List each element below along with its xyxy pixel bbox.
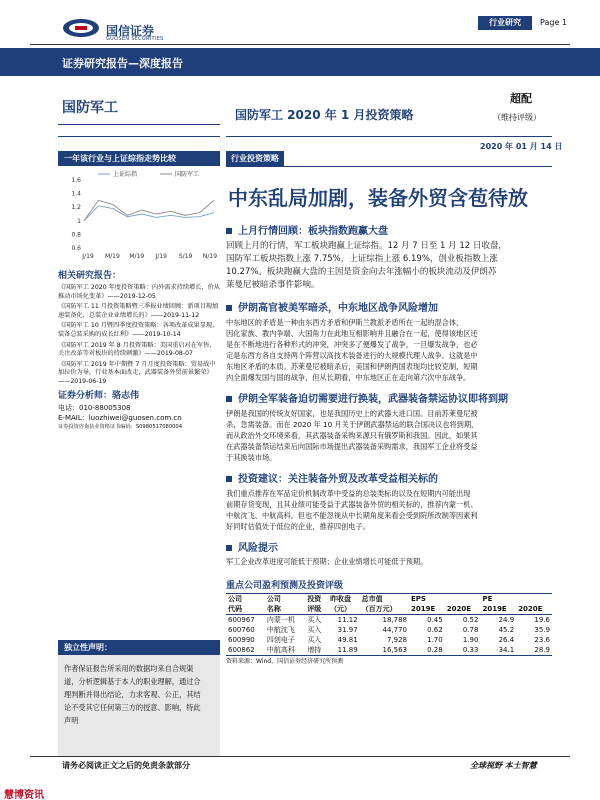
body-line: 而从政治外交环境来看，其武器装备采购来源只有俄罗斯和我国。因此，如果其 (226, 431, 478, 440)
guosen-logo-icon (62, 18, 100, 38)
section-body (226, 240, 552, 292)
bullet-icon (226, 228, 232, 234)
sector-rule (58, 124, 220, 125)
slogan: 全球视野 本土智慧 (470, 761, 537, 770)
analyst-info (58, 388, 220, 431)
analyst-name: 骆志伟 (112, 391, 140, 401)
table-cell: 49.81 (337, 636, 358, 644)
left-column-rule (58, 136, 220, 137)
analyst-email[interactable]: E-MAIL：luozhiwei@guosen.com.cn (58, 414, 182, 422)
table-cell: 7,928 (386, 636, 407, 644)
independence-title: 独立性声明： (58, 640, 220, 655)
table-cell: 24.9 (498, 616, 515, 624)
table-header-cell: EPS (410, 595, 426, 603)
chart-header: 一年该行业与上证综指走势比较 (58, 151, 220, 166)
related-report-item[interactable]: 《国防军工 2020 年度投资策略：内外需求持续增长，价从推动市场化变革》——2019-12-05 (58, 284, 220, 300)
table-cell: 35.9 (534, 626, 550, 634)
x-tick-label: J/19 (155, 253, 167, 260)
analyst-cert (58, 423, 220, 431)
body-line: 伊朗是我国的传统友好国家，也是我国历史上的武器大进口国。目前苏莱曼尼被 (226, 409, 478, 418)
independence-text (64, 662, 216, 727)
legend-label: 国防军工 (175, 171, 200, 178)
table-source: 资料来源：Wind、国信证券经济研究所预测 (226, 658, 344, 665)
logo-text: 国信证券 (106, 24, 155, 38)
table-cell: 1.90 (462, 636, 479, 644)
section-title (226, 299, 552, 314)
analyst-title (58, 388, 220, 401)
source-stamp: 慧博资讯 (4, 790, 44, 800)
y-tick-label: 1.6 (71, 177, 81, 184)
table-header-cell: 昨收盘 (330, 595, 352, 603)
section-title (226, 539, 552, 554)
table-cell: 0.28 (427, 646, 443, 654)
section-review (226, 222, 552, 292)
table-header-cell: 总市值 (361, 595, 383, 603)
table-header-cell: 2019E (482, 605, 507, 613)
tag-rule (226, 166, 552, 167)
x-tick-label: J/19 (82, 253, 94, 260)
table-cell: 28.9 (534, 646, 550, 654)
body-line: 中航沈飞、中航高科。但也不能忽视从中长期角度来看会受到院所改制等因素利 (226, 511, 478, 520)
table-cell: 600760 (228, 626, 255, 634)
table-header-cell: 2019E (410, 605, 436, 613)
table-header-cell: （元） (330, 605, 352, 613)
table-header-cell: 公司 (266, 595, 281, 603)
section-iran (226, 299, 552, 383)
body-line: 定是东西方各自支持两个阵营以高技术装备进行的大规模代理人战争。这就是中 (226, 351, 478, 360)
table-header-cell (516, 594, 552, 604)
table-header-cell: PE (482, 595, 493, 603)
body-line: 前期存货变现，且其业绩可能受益于武器装备外贸的相关标的，推荐内蒙一机、 (226, 500, 478, 509)
category-tag: 行业投资策略 (226, 151, 284, 166)
legend-label: 上证综指 (113, 171, 138, 178)
headline: 中东乱局加剧，装备外贸含苞待放 (228, 186, 528, 210)
section-title-text: 投资建议：关注装备外贸及改革受益相关标的 (238, 474, 438, 485)
bullet-icon (226, 305, 232, 311)
table-header-cell: 代码 (228, 605, 242, 613)
body-line: 莱曼尼被暗杀事件影响。 (226, 280, 320, 290)
table-row (226, 615, 552, 626)
table-cell: 44,770 (382, 626, 407, 634)
body-line: 内全面爆发国与国的战争，但从长期看，中东地区正在走向第六次中东战争。 (226, 373, 471, 382)
series-line (84, 200, 214, 220)
bullet-icon (226, 476, 232, 482)
report-type: 证券研究报告—深度报告 (62, 57, 183, 70)
section-body (226, 557, 552, 567)
date-rule (226, 136, 552, 137)
table-cell: 600967 (228, 616, 255, 624)
table-header-cell (445, 594, 481, 604)
table-cell: 19.6 (534, 616, 550, 624)
body-line: 中东地区的矛盾是一种由东西方矛盾和伊斯兰教派矛盾所在一起的混合体， (226, 318, 464, 327)
related-report-item[interactable]: 《国防军工 11 月投资策略暨三季报业绩回顾：新项目现加速装备化，总装企业业绩增长的》——2019-11-12 (58, 303, 219, 319)
related-report-item[interactable]: 《国防军工 2019 年中期暨 7 月月度投资策略：贸易战中加拉价为导，行业基本面改走，武器装备外贸前景繁荣》——2019-06-19 (58, 360, 216, 385)
table-cell: 11.12 (337, 616, 358, 624)
rating-note: （维持评级） (493, 113, 541, 122)
rating-label: 超配 (510, 92, 532, 105)
main-column (226, 222, 552, 567)
table-header-cell: 名称 (266, 605, 281, 613)
table-cell: 0.45 (427, 616, 443, 624)
report-date: 2020 年 01 月 14 日 (480, 142, 563, 151)
section-title (226, 390, 552, 405)
doc-type-label: 行业研究 (478, 16, 532, 30)
y-tick-label: 1 (77, 217, 81, 225)
table-cell: 600990 (228, 636, 255, 644)
logo-text-en: GUOSEN SECURITIES (106, 36, 164, 42)
bullet-icon (226, 545, 232, 551)
related-report-item[interactable]: 《国防军工 10 月暨四季度投资策略：各项改革成果显现，装备总装采购的成长红利》——2019-10-14 (58, 322, 219, 338)
body-line: 好同时估值处于低位的企业，推荐四创电子。 (226, 522, 370, 531)
table-cell: 买入 (307, 636, 322, 644)
industry-vs-index-chart (58, 168, 220, 263)
disclaimer-note: 请务必阅读正文之后的免责条款部分 (62, 761, 190, 770)
header-rule (30, 44, 570, 45)
table-cell: 内蒙一机 (266, 616, 295, 624)
related-reports (58, 268, 220, 387)
table-header-cell: 公司 (228, 595, 242, 603)
independence-line: 道，分析逻辑基于本人的职业理解，通过合 (64, 677, 201, 686)
y-tick-label: 1.2 (71, 204, 81, 212)
independence-line: 论不受其它任何第三方的授意、影响，特此 (64, 703, 201, 712)
sector-name: 国防军工 (62, 100, 118, 116)
table-cell: 0.52 (462, 616, 479, 624)
table-cell: 45.2 (498, 626, 515, 634)
table-cell: 四创电子 (266, 636, 295, 644)
body-line: 因化家族、教内争端、大国角力在此地互相影响并且融合在一起，使得该地区还 (226, 329, 478, 338)
section-body (226, 488, 552, 532)
cert-number: S0980517080004 (135, 424, 183, 430)
independence-line: 声明 (64, 716, 79, 725)
table-cell: 11.89 (337, 646, 358, 654)
table-cell: 23.6 (534, 636, 550, 644)
table-cell: 26.4 (498, 636, 515, 644)
independence-line: 作者保证报告所采用的数据均来自合规渠 (64, 664, 194, 673)
independence-line: 理判断并得出结论，力求客观、公正，其结 (64, 690, 201, 699)
table-header-row (226, 594, 552, 604)
related-report-item[interactable]: 《国防军工 2019 年 8 月投资策略：美国重启对在军售，关注改革等对板块的持续刺激》——2019-08-07 (58, 341, 216, 358)
bullet-icon (226, 396, 232, 402)
table-cell: 34.1 (498, 646, 515, 654)
table-bottom-rule (226, 655, 552, 656)
table-cell: 买入 (307, 626, 322, 634)
analyst-phone: 电话：010-88005308 (58, 404, 131, 412)
table-header-cell: 投资 (307, 595, 322, 603)
section-title-text: 风险提示 (238, 543, 278, 554)
analyst-title-text: 证券分析师： (58, 391, 113, 401)
table-row (226, 635, 552, 645)
table-cell: 增持 (307, 646, 322, 654)
table-row (226, 645, 552, 655)
body-line: 国防军工板块指数上涨 7.75%，上证综指上涨 6.19%，创业板指数上涨 (226, 254, 498, 264)
footer-rule (30, 756, 570, 757)
body-line: 东地区矛盾的本质。苏莱曼尼被暗杀后，美国和伊朗两国表现均比较克制，短期 (226, 362, 478, 371)
x-tick-label: S/19 (178, 253, 193, 260)
key-companies (226, 578, 552, 667)
table-cell: 买入 (307, 616, 322, 624)
x-tick-label: M/19 (104, 253, 120, 260)
body-line: 军工企业改革进度可能低于预期；企业业绩增长可能低于预期。 (226, 557, 428, 566)
section-title-text: 上月行情回顾：板块指数跑赢大盘 (238, 226, 388, 237)
table-cell: 中航沈飞 (266, 626, 295, 634)
table-header-row (226, 604, 552, 615)
y-tick-label: 1.4 (71, 190, 81, 198)
table-header-cell: （百万元） (361, 605, 397, 613)
section-risk (226, 539, 552, 567)
table-cell: 0.33 (462, 646, 479, 654)
table-header-cell: 2020E (518, 605, 543, 613)
y-tick-label: 0.6 (71, 245, 81, 252)
table-cell: 0.78 (462, 626, 479, 634)
body-line: 于其换装市场。 (226, 453, 277, 462)
x-tick-label: M/19 (129, 253, 145, 260)
x-tick-label: N/19 (202, 253, 218, 260)
section-body (226, 317, 552, 383)
table-cell: 0.62 (427, 626, 443, 634)
section-equipment (226, 390, 552, 463)
table-cell: 16,563 (382, 646, 407, 654)
table-cell: 1.70 (427, 636, 443, 644)
related-reports-title: 相关研究报告： (58, 271, 122, 281)
table-title: 重点公司盈利预测及投资评级 (226, 581, 344, 591)
table-header-cell: 评级 (307, 605, 322, 613)
table-header-cell: 2020E (446, 605, 471, 613)
table-cell: 18,788 (382, 616, 407, 624)
y-tick-label: 0.8 (71, 231, 81, 239)
body-line: 杀，急需装备。而在 2020 年 10 月关于伊朗武器禁运的联合国决议也将到期， (226, 420, 479, 429)
page-number: Page 1 (540, 18, 567, 27)
report-title: 国防军工 2020 年 1 月投资策略 (235, 108, 414, 122)
body-line: 是在不断地进行各种形式的冲突，冲突多了便爆发了战争，一旦爆发战争，也必 (226, 340, 478, 349)
body-line: 我们重点推荐在军品定价机制改革中受益的总装类标的以及在短期内可能出现 (226, 489, 471, 498)
table-cell: 中航高科 (266, 646, 295, 654)
section-title (226, 470, 552, 485)
body-line: 在武器装备禁运结束后向国际市场提出武器装备采购需求，我国军工企业将受益 (226, 442, 478, 451)
section-advice (226, 470, 552, 532)
earnings-table (226, 594, 552, 655)
body-line: 10.27%。板块跑赢大盘的主因是资金向去年涨幅小的板块流动及伊朗苏 (226, 267, 497, 277)
section-title-text: 伊朗全军装备迫切需要进行换装，武器装备禁运协议即将到期 (238, 394, 508, 405)
table-cell: 600862 (228, 646, 255, 654)
cert-label: 证券投资咨询执业资格证书编码： (58, 424, 136, 430)
section-title (226, 222, 552, 237)
body-line: 回顾上月的行情，军工板块跑赢上证综指。12 月 7 日至 1 月 12 日收盘， (226, 241, 507, 251)
table-cell: 31.97 (337, 626, 358, 634)
section-title-text: 伊朗高官被美军暗杀，中东地区战争风险增加 (238, 303, 438, 314)
section-body (226, 408, 552, 463)
table-row (226, 625, 552, 635)
